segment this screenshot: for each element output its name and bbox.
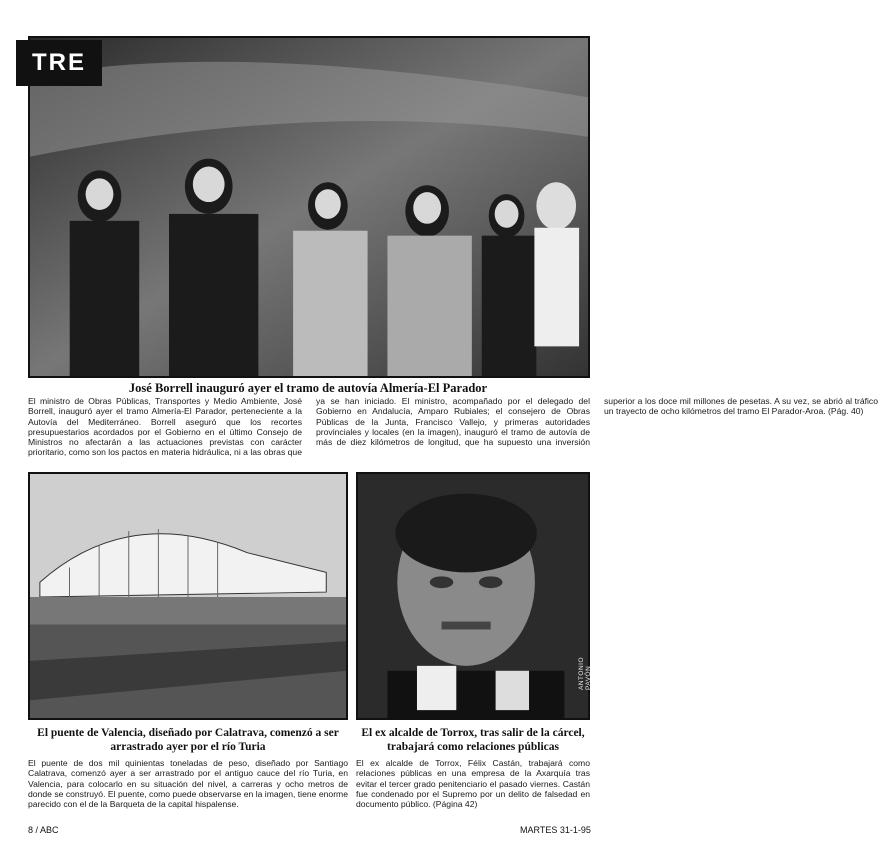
torrox-headline: El ex alcalde de Torrox, tras salir de la cárcel, trabajará como relaciones públicas — [361, 727, 585, 753]
valencia-headline: El puente de Valencia, diseñado por Calatrava, comenzó a ser arrastrado ayer por el río Turia — [37, 727, 339, 753]
valencia-body: El puente de dos mil quinientas toneladas de peso, diseñado por Santiago Calatrava, comenzó ayer a ser arrastrado por el antiguo cauce del río Turia, en Valencia, para colocarlo en su situación del nivel, a carreras y ocho metros de donde se construyó. El puente, como puede observarse en la imagen, tiene enorme parecido con el de la Barqueta de la capital hispalense. — [28, 758, 348, 810]
page-number: 8 / ABC — [28, 825, 59, 835]
portrait-photo — [356, 472, 590, 720]
photo-credit: ANTONIO PAVÓN — [578, 657, 592, 690]
main-body: El ministro de Obras Públicas, Transportes y Medio Ambiente, José Borrell, inauguró ayer el tramo Almería-El Parador, perteneciente a la Autovía del Mediterráneo. Borrell aseguró que los recortes presupuestarios acordados por el Gobierno en el último Consejo de Ministros no afectarán a las actuaciones previstas con carácter prioritario, como son los pactos en materia hidráulica, ni a las obras que ya se han iniciado. El ministro, acompañado por el delegado del Gobierno en Andalucía, Amparo Rubiales; el consejero de Obras Públicas de la Junta, Francisco Vallejo, y primeras autoridades provinciales y locales (en la imagen), inauguró el tramo de autovía de más de diez kilómetros de longitud, que ha supuesto una inversión superior a los doce mil millones de pesetas. A su vez, se abrió al tráfico un trayecto de ocho kilómetros del tramo El Parador-Aroa. (Pág. 40) — [28, 396, 878, 458]
top-photo — [28, 36, 590, 378]
section-logo: TRE — [16, 40, 102, 86]
officials-group-image — [30, 38, 588, 376]
torrox-body: El ex alcalde de Torrox, Félix Castán, trabajará como relaciones públicas en una empresa de la Axarquía tras evitar el tercer grado penitenciario el pasado viernes. Castán fue condenado por el Supremo por un delito de falsedad en documento público. (Página 42) — [356, 758, 590, 810]
main-headline: José Borrell inauguró ayer el tramo de autovía Almería-El Parador — [128, 381, 488, 395]
calatrava-bridge-image — [30, 474, 346, 718]
ex-mayor-image — [358, 474, 588, 718]
issue-date: MARTES 31-1-95 — [520, 825, 591, 835]
bridge-photo — [28, 472, 348, 720]
